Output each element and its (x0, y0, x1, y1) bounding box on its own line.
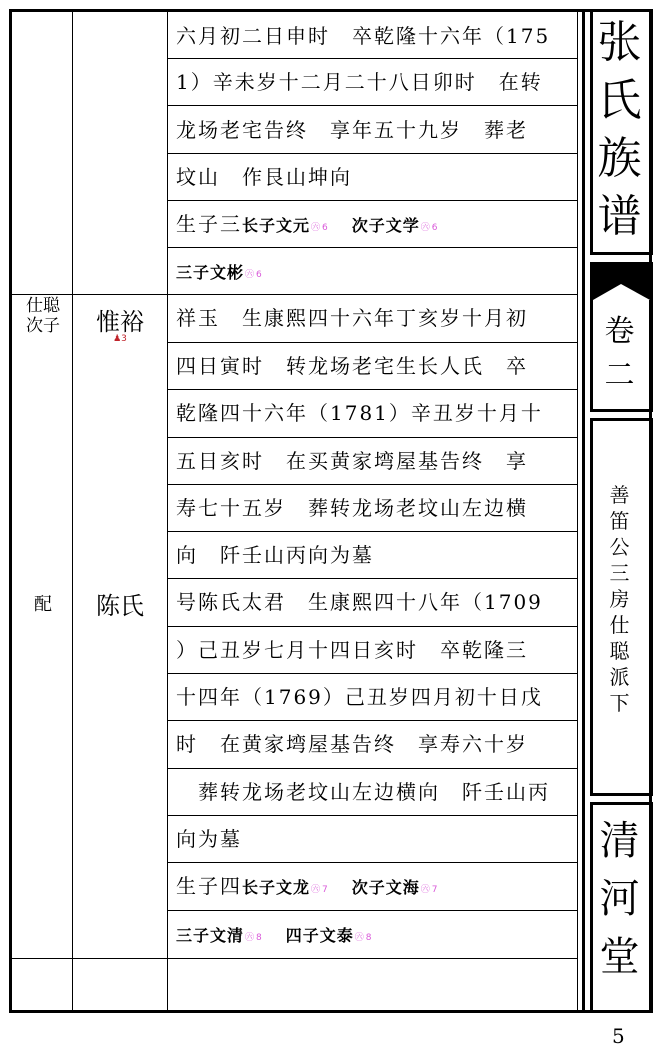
col-divider-2 (167, 12, 168, 1010)
entry-text-row: 四日寅时 转龙场老宅生长人氏 卒 (176, 354, 528, 378)
title-char: 张 (597, 17, 642, 68)
page-number: 5 (612, 1024, 625, 1048)
entry-text-row: 十四年（1769）己丑岁四月初十日戊 (176, 685, 543, 709)
row-line (167, 389, 578, 390)
entry-text-row: 六月初二日申时 卒乾隆十六年（175 (176, 24, 551, 48)
entry-text-row: 龙场老宅告终 享年五十九岁 葬老 (176, 118, 528, 142)
entry-text-row: 1）辛未岁十二月二十八日卯时 在转 (176, 70, 543, 94)
fishtail-notch (590, 282, 653, 300)
sons-prefix: 生子三 (176, 212, 242, 236)
row-line (167, 200, 578, 201)
hall-char: 清 (599, 818, 640, 864)
entry-text-row: 号陈氏太君 生康熙四十八年（1709 (176, 590, 543, 614)
son-name: 长子文元 (242, 216, 311, 235)
row-line (167, 153, 578, 154)
row-line (167, 58, 578, 59)
branch-char: 善 (609, 483, 630, 507)
generation-ref: ㊅8 (354, 933, 374, 943)
branch-char: 仕 (609, 613, 630, 637)
sons-prefix: 生子四 (176, 874, 242, 898)
hall-name (590, 812, 649, 986)
entry-text-row: 葬转龙场老坟山左边横向 阡壬山丙 (176, 780, 550, 804)
son-name: 四子文泰 (285, 926, 354, 945)
entry-text-row: 乾隆四十六年（1781）辛丑岁十月十 (176, 401, 543, 425)
title-char: 氏 (597, 75, 642, 126)
row-line (167, 578, 578, 579)
row-line (167, 862, 578, 863)
title-char: 族 (597, 133, 642, 184)
son-name: 三子文清 (176, 926, 245, 945)
col-divider-3 (577, 12, 578, 1010)
generation-ref: ㊅7 (420, 885, 440, 895)
row-line (167, 720, 578, 721)
father-label (14, 296, 72, 336)
branch-char: 派 (609, 665, 630, 689)
row-line (167, 626, 578, 627)
sons-row (176, 922, 576, 950)
row-line (12, 294, 578, 295)
generation-ref: ㊅6 (311, 223, 330, 233)
row-line (167, 105, 578, 106)
row-line (167, 910, 578, 911)
generation-ref: ㊅6 (420, 223, 440, 233)
main-person-name: 惟裕 (96, 308, 144, 336)
row-line (167, 342, 578, 343)
book-title (590, 14, 649, 246)
volume-char: 二 (604, 358, 635, 393)
son-name: 三子文彬 (176, 263, 245, 282)
spouse-name: 陈氏 (96, 592, 144, 620)
volume-char: 卷 (604, 314, 635, 349)
generation-ref: ㊅8 (245, 933, 264, 943)
branch-char: 三 (609, 561, 630, 585)
row-line (167, 815, 578, 816)
entry-text-row: 寿七十五岁 葬转龙场老坟山左边横 (176, 496, 528, 520)
branch-char: 房 (609, 587, 630, 611)
col-divider-4 (582, 12, 585, 1010)
row-line (167, 484, 578, 485)
sons-row (176, 212, 576, 240)
entry-text-row: 向为墓 (176, 827, 242, 851)
generation-ref: ㊅7 (311, 885, 330, 895)
entry-text-row: 五日亥时 在买黄家塆屋基告终 享 (176, 449, 528, 473)
branch-char: 下 (609, 691, 630, 715)
row-line (167, 673, 578, 674)
son-name: 次子文学 (351, 216, 420, 235)
spouse-label: 配 (34, 594, 52, 615)
branch-char: 聪 (609, 639, 630, 663)
title-char: 谱 (597, 191, 642, 242)
hall-char: 堂 (599, 934, 640, 980)
branch-char: 笛 (609, 509, 630, 533)
row-line (167, 437, 578, 438)
row-line (12, 958, 578, 959)
birth-order: 次子 (26, 316, 60, 336)
entry-text-row: 坟山 作艮山坤向 (176, 165, 352, 189)
volume-label (590, 310, 649, 398)
entry-text-row: ）己丑岁七月十四日亥时 卒乾隆三 (176, 638, 528, 662)
entry-text-row: 向 阡壬山丙向为墓 (176, 543, 374, 567)
col-divider-1 (72, 12, 73, 1010)
sons-row (176, 259, 576, 287)
sons-row (176, 874, 576, 902)
row-line (167, 247, 578, 248)
son-name: 次子文海 (351, 878, 420, 897)
branch-char: 公 (609, 535, 630, 559)
father-name: 仕聪 (26, 296, 60, 316)
row-line (167, 531, 578, 532)
hall-char: 河 (599, 876, 640, 922)
son-name: 长子文龙 (242, 878, 311, 897)
branch-label (590, 482, 649, 716)
row-line (167, 768, 578, 769)
person-marker: ♟3 (113, 334, 127, 344)
entry-text-row: 时 在黄家塆屋基告终 享寿六十岁 (176, 732, 528, 756)
generation-ref: ㊅6 (245, 270, 264, 280)
entry-text-row: 祥玉 生康熙四十六年丁亥岁十月初 (176, 306, 528, 330)
